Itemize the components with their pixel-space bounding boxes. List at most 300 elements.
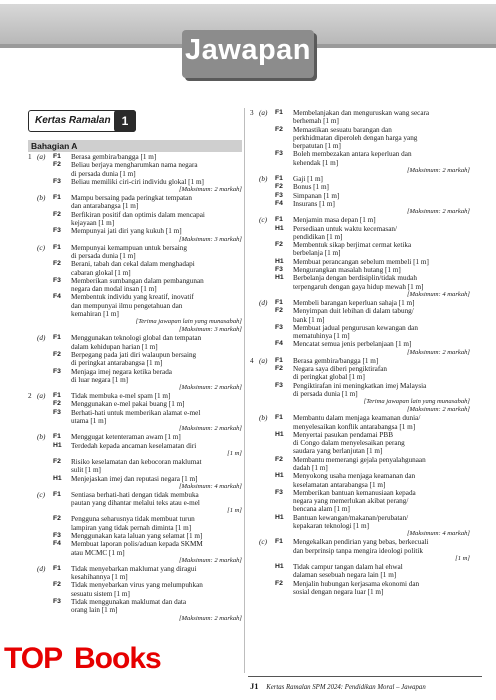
answer-code: H1 [275, 513, 284, 521]
marks-note: [Terima jawapan lain yang munasabah] [363, 398, 470, 406]
question-number [28, 491, 37, 499]
answer-row [28, 351, 242, 359]
question-number [28, 244, 37, 252]
answer-text: Menyimpan duit lebihan di dalam tabung/ [293, 307, 414, 316]
answer-code: F2 [53, 515, 61, 523]
sub-part [259, 588, 275, 596]
answer-row [250, 489, 470, 497]
question-number [28, 368, 37, 376]
question-number [250, 283, 259, 291]
answer-code [275, 233, 293, 241]
answer-text: Berbelanja dengan berdisiplin/tidak mudah [293, 274, 417, 283]
answer-code: F2 [275, 125, 283, 133]
sub-part [37, 252, 53, 260]
answer-text: kesahihannya [1 m] [71, 573, 128, 582]
answer-code: F3 [53, 227, 61, 235]
question-number [28, 219, 37, 227]
sub-part: (c) [259, 216, 267, 225]
answer-code: F1 [275, 175, 283, 183]
answer-code [275, 481, 293, 489]
sub-part [37, 499, 53, 507]
answer-row [28, 515, 242, 523]
question-number [250, 316, 259, 324]
question-number [28, 499, 37, 507]
sub-part [259, 390, 275, 398]
sub-part [37, 260, 53, 268]
sub-part [37, 269, 53, 277]
answer-code: F2 [53, 400, 61, 408]
answer-text: lampiran yang tidak pernah diminta [1 m] [71, 523, 192, 532]
question-number [28, 458, 37, 466]
answer-text: Menjalin hubungan kerjasama ekonomi dan [293, 579, 420, 588]
answer-code: F2 [275, 307, 283, 315]
marks-note: [Maksimum: 2 markah] [406, 167, 470, 175]
answer-code: F1 [53, 490, 61, 498]
answer-code: F4 [53, 540, 61, 548]
answer-text: Gaji [1 m] [293, 175, 323, 184]
sub-part [37, 359, 53, 367]
sub-part [37, 400, 53, 408]
answer-text: Boleh membezakan antara keperluan dan [293, 150, 412, 159]
answer-text: dalam kehidupan harian [1 m] [71, 342, 158, 351]
answer-row [250, 580, 470, 588]
answer-code: F4 [53, 293, 61, 301]
marks-note: [Maksimum: 2 markah] [406, 406, 470, 414]
answer-text: dan mempunyai ilmu pengetahuan dan [71, 301, 183, 310]
answer-code: F2 [53, 260, 61, 268]
answer-row [28, 400, 242, 408]
answer-row [28, 252, 242, 260]
sub-part: (b) [37, 194, 46, 203]
answer-row [28, 368, 242, 376]
answer-row [250, 340, 470, 348]
question-number: 4 [250, 356, 254, 365]
sub-part: (a) [259, 356, 268, 365]
question-number [28, 277, 37, 285]
answer-text: Membuat perancangan sebelum membeli [1 m] [293, 257, 429, 266]
answer-text: di persada dunia [1 m] [293, 389, 358, 398]
sub-part [259, 439, 275, 447]
question-number [250, 126, 259, 134]
marks-note: [Maksimum: 2 markah] [178, 556, 242, 564]
question-number [250, 142, 259, 150]
question-number [250, 340, 259, 348]
sub-part [259, 117, 275, 125]
answer-code [275, 390, 293, 398]
answer-row [250, 538, 470, 546]
question-number [28, 400, 37, 408]
answer-code: F2 [53, 457, 61, 465]
sub-part [37, 466, 53, 474]
section-label-box [28, 110, 136, 132]
sub-part [259, 316, 275, 324]
answer-row [250, 192, 470, 200]
sub-part [37, 376, 53, 384]
sub-part [259, 365, 275, 373]
topbooks-watermark-logo [4, 640, 186, 686]
answer-code: F1 [275, 298, 283, 306]
answer-text: Menyertai pasukan pendamai PBB [293, 430, 394, 439]
answer-row [28, 499, 242, 507]
answer-code: F2 [275, 365, 283, 373]
question-number [250, 472, 259, 480]
question-number [250, 216, 259, 224]
answer-text: perkhidmatan diperoleh dengan harga yang [293, 133, 418, 142]
answer-text: sulit [1 m] [71, 466, 101, 475]
answer-list-right [250, 109, 470, 596]
question-number [250, 150, 259, 158]
answer-text: di peringkat global [1 m] [293, 373, 365, 382]
answer-text: terpengaruh dengan gaya hidup mewah [1 m] [293, 282, 424, 291]
answer-row [28, 153, 242, 161]
answer-text: cabaran glokal [1 m] [71, 268, 131, 277]
answer-text: berhemah [1 m] [293, 117, 339, 126]
sub-part [259, 514, 275, 522]
sub-part [37, 219, 53, 227]
question-number [250, 382, 259, 390]
answer-code: F3 [53, 177, 61, 185]
answer-code: F2 [53, 350, 61, 358]
answer-row [28, 334, 242, 342]
answer-text: Menjamin masa depan [1 m] [293, 216, 376, 225]
sub-part [259, 456, 275, 464]
question-number [28, 573, 37, 581]
answer-code: F2 [275, 455, 283, 463]
question-number [250, 481, 259, 489]
sub-part [37, 515, 53, 523]
answer-row [250, 456, 470, 464]
question-number [28, 302, 37, 310]
question-number [250, 183, 259, 191]
question-number [250, 456, 259, 464]
question-number [250, 414, 259, 422]
answer-code: F3 [275, 150, 283, 158]
sub-part [259, 134, 275, 142]
answer-text: Mempunyai kemampuan untuk bersaing [71, 243, 187, 252]
answer-text: Menggugat ketenteraman awam [1 m] [71, 433, 181, 442]
section-label: Kertas Ramalan [35, 115, 111, 126]
page-title: Jawapan [185, 34, 311, 66]
question-number [28, 466, 37, 474]
marks-note: [Maksimum: 4 markah] [406, 290, 470, 298]
answer-row [28, 540, 242, 548]
question-number [28, 343, 37, 351]
answer-text: Tidak menyebarkan maklumat yang diragui [71, 564, 197, 573]
sub-part [259, 233, 275, 241]
answer-code [275, 283, 293, 291]
answer-text: Risiko keselamatan dan kebocoran maklumat [71, 457, 202, 466]
marks-note: [Maksimum: 2 markah] [406, 208, 470, 216]
question-number [28, 285, 37, 293]
answer-row [28, 565, 242, 573]
sub-part [37, 524, 53, 532]
answer-text: bank [1 m] [293, 315, 325, 324]
answer-row [28, 433, 242, 441]
question-number [250, 134, 259, 142]
answer-row [28, 310, 242, 318]
answer-text: pendidikan [1 m] [293, 232, 343, 241]
answer-text: Berasa gembira/bangga [1 m] [71, 153, 157, 161]
question-number: 3 [250, 109, 254, 117]
answer-row [250, 522, 470, 530]
answer-code [275, 571, 293, 579]
answer-row [250, 126, 470, 134]
sub-part [37, 532, 53, 540]
answer-text: Berpegang pada jati diri walaupun bersaing [71, 350, 197, 359]
answer-code [53, 285, 71, 293]
answer-row [250, 547, 470, 555]
question-number [28, 194, 37, 202]
marks-note: [Maksimum: 2 markah] [178, 186, 242, 194]
question-number [250, 307, 259, 315]
sub-part: (c) [259, 538, 267, 547]
answer-text: Tidak menyebarkan virus yang melumpuhkan [71, 581, 203, 590]
question-number [28, 260, 37, 268]
answer-code: H1 [53, 474, 62, 482]
marks-note: [1 m] [227, 449, 242, 457]
answer-text: kejayaan [1 m] [71, 219, 115, 228]
answer-row [250, 514, 470, 522]
answer-code [53, 417, 71, 425]
answer-code [275, 547, 293, 555]
sub-part [37, 227, 53, 235]
sub-part [259, 522, 275, 530]
answer-text: dan berprinsip tanpa mengira ideologi politik [293, 546, 423, 555]
answer-text: Simpanan [1 m] [293, 191, 340, 200]
answer-row [28, 549, 242, 557]
sub-part [259, 464, 275, 472]
answer-code: F3 [275, 488, 283, 496]
question-number [28, 211, 37, 219]
answer-code: F3 [53, 367, 61, 375]
marks-note: [Maksimum: 2 markah] [178, 614, 242, 622]
answer-row [250, 307, 470, 315]
answer-text: negara yang memerlukan akibat perang/ [293, 497, 409, 506]
answer-text: Menjaga imej negara ketika berada [71, 367, 172, 376]
question-number [250, 365, 259, 373]
sub-part [37, 549, 53, 557]
answer-code [275, 159, 293, 167]
answer-code: F1 [53, 334, 61, 342]
question-number [250, 390, 259, 398]
question-number [250, 423, 259, 431]
question-number [28, 161, 37, 169]
answer-row [28, 260, 242, 268]
sub-part [37, 293, 53, 301]
question-number [28, 409, 37, 417]
answer-code: H1 [275, 257, 284, 265]
answer-text: sesuatu sistem [1 m] [71, 589, 130, 598]
sub-part [259, 332, 275, 340]
sub-part [259, 283, 275, 291]
question-number [28, 170, 37, 178]
sub-part [37, 302, 53, 310]
answer-code: F2 [53, 581, 61, 589]
answer-text: Insurans [1 m] [293, 199, 335, 208]
answer-code: F3 [53, 408, 61, 416]
page-number: J1 [250, 681, 259, 691]
question-number [28, 227, 37, 235]
answer-text: dalaman sesebuah negara lain [1 m] [293, 571, 397, 580]
answer-text: Tidak menggunakan maklumat dan data [71, 598, 187, 607]
answer-row [250, 464, 470, 472]
answer-row [250, 588, 470, 596]
answer-text: berpatutan [1 m] [293, 142, 341, 151]
question-number [250, 175, 259, 183]
question-number [250, 373, 259, 381]
question-number [250, 489, 259, 497]
footer-text: Kertas Ramalan SPM 2024: Pendidikan Moral – Jawapan [266, 684, 426, 691]
sub-part [259, 481, 275, 489]
answer-text: Membuat jadual pengurusan kewangan dan [293, 323, 418, 332]
answer-row [28, 524, 242, 532]
answer-code [275, 439, 293, 447]
answer-row [28, 491, 242, 499]
part-heading: Bahagian A [28, 140, 242, 152]
answer-code: F3 [275, 323, 283, 331]
header-banner [0, 0, 496, 94]
answer-code [53, 252, 71, 260]
question-number [28, 334, 37, 342]
question-number [28, 540, 37, 548]
answer-code: F2 [275, 241, 283, 249]
answer-text: bencana alam [1 m] [293, 505, 350, 514]
answer-code: F3 [53, 598, 61, 606]
answer-text: pautan yang dihantar melalui teks atau e-mel [71, 499, 200, 508]
sub-part [259, 183, 275, 191]
answer-row [28, 202, 242, 210]
answer-code: F3 [53, 276, 61, 284]
question-number [250, 324, 259, 332]
question-number [250, 522, 259, 530]
answer-code [275, 522, 293, 530]
sub-part: (b) [259, 414, 268, 423]
question-number [250, 505, 259, 513]
answer-text: Mengurangkan masalah hutang [1 m] [293, 266, 401, 275]
answer-row [250, 423, 470, 431]
sub-part [259, 489, 275, 497]
sub-part [259, 571, 275, 579]
sub-part [259, 324, 275, 332]
sub-part [259, 423, 275, 431]
answer-text: Berfikiran positif dan optimis dalam mencapai [71, 210, 205, 219]
sub-part [37, 475, 53, 483]
marks-note: [Maksimum: 4 markah] [178, 482, 242, 490]
sub-part [37, 351, 53, 359]
watermark-text-top: TOP [4, 642, 63, 675]
answer-row [250, 382, 470, 390]
sub-part [37, 343, 53, 351]
answer-code: F1 [275, 414, 283, 422]
answer-row [28, 466, 242, 474]
answer-row [250, 497, 470, 505]
answer-row [28, 227, 242, 235]
question-number [250, 464, 259, 472]
answer-row [28, 606, 242, 614]
question-number [250, 547, 259, 555]
sub-part: (a) [37, 153, 46, 161]
sub-part [259, 150, 275, 158]
answer-row [28, 458, 242, 466]
answer-text: Menggunakan e-mel pakai buang [1 m] [71, 400, 185, 409]
answer-row [28, 178, 242, 186]
answer-row [28, 244, 242, 252]
answer-row [250, 249, 470, 257]
answer-row [250, 299, 470, 307]
answer-code: F1 [275, 356, 283, 364]
answer-text: di persada dunia [1 m] [71, 251, 136, 260]
answer-text: saudara yang berlanjutan [1 m] [293, 447, 383, 456]
answer-code: F4 [275, 199, 283, 207]
answer-text: Membantu memerangi gejala penyalahgunaan [293, 455, 426, 464]
answer-text: Persediaan untuk waktu kecemasan/ [293, 224, 397, 233]
sub-part [37, 368, 53, 376]
answer-row [250, 316, 470, 324]
answer-code [53, 524, 71, 532]
sub-part: (b) [259, 175, 268, 184]
answer-code [275, 588, 293, 596]
marks-note: [Maksimum: 2 markah] [406, 348, 470, 356]
answer-row [28, 170, 242, 178]
question-number [250, 266, 259, 274]
answer-code: F2 [275, 183, 283, 191]
question-number [28, 252, 37, 260]
sub-part [259, 200, 275, 208]
answer-row [28, 442, 242, 450]
answer-text: di Congo dalam menyelesaikan perang [293, 439, 405, 448]
answer-row [250, 109, 470, 117]
answer-text: Membuat laporan polis/aduan kepada SKMM [71, 540, 203, 549]
question-number [28, 269, 37, 277]
sub-part [37, 285, 53, 293]
sub-part [259, 547, 275, 555]
answer-row [250, 505, 470, 513]
answer-row [28, 376, 242, 384]
answer-text: atau MCMC [1 m] [71, 548, 125, 557]
question-number [250, 497, 259, 505]
answer-text: di persada dunia [1 m] [71, 169, 136, 178]
answer-code [53, 302, 71, 310]
sub-part [37, 310, 53, 318]
answer-code [275, 505, 293, 513]
sub-part [259, 505, 275, 513]
sub-part [259, 382, 275, 390]
answer-text: Membantu dalam menjaga keamanan dunia/ [293, 414, 421, 423]
answer-row [250, 175, 470, 183]
sub-part [259, 431, 275, 439]
question-number [28, 606, 37, 614]
question-number [250, 192, 259, 200]
question-number [28, 475, 37, 483]
answer-text: orang lain [1 m] [71, 606, 118, 615]
sub-part: (c) [37, 243, 45, 252]
sub-part [259, 241, 275, 249]
answer-code [275, 249, 293, 257]
question-number [250, 447, 259, 455]
answer-text: Berhati-hati untuk memberikan alamat e-mel [71, 408, 201, 417]
question-number [28, 310, 37, 318]
question-number: 2 [28, 392, 32, 401]
question-number [28, 359, 37, 367]
answer-code: F1 [53, 243, 61, 251]
question-number [250, 439, 259, 447]
question-number [250, 514, 259, 522]
answer-code: F1 [53, 153, 61, 160]
answer-code: H1 [275, 430, 284, 438]
answer-row [28, 269, 242, 277]
answer-row [250, 390, 470, 398]
answer-row [28, 343, 242, 351]
